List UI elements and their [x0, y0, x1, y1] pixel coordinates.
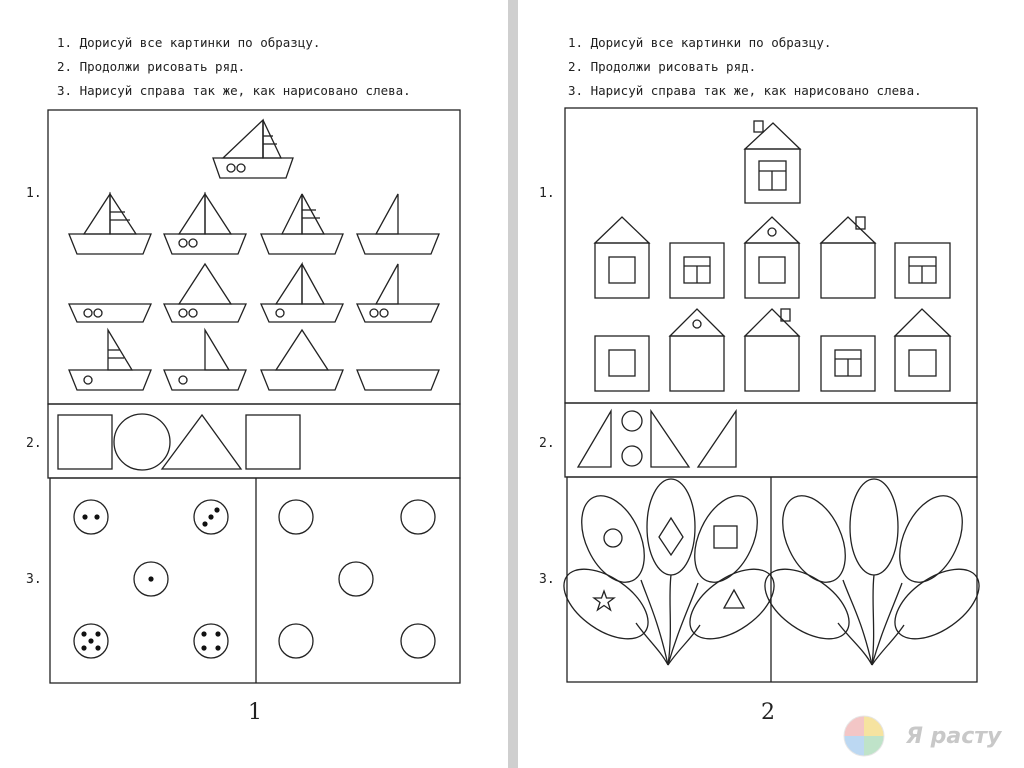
watermark-text: Я расту [906, 724, 1002, 749]
boat-1-2 [164, 194, 246, 254]
empty-circle-1 [279, 500, 313, 534]
section-label-3: 3. [26, 572, 42, 587]
boat-2-4 [357, 264, 439, 322]
series-small-circle-2 [622, 446, 642, 466]
worksheet-page-1 [0, 0, 508, 768]
instruction-3: 3. Нарисуй справа так же, как нарисовано слева. [57, 83, 411, 98]
house-1-5 [895, 243, 950, 298]
die-four [194, 624, 228, 658]
house-2-1 [595, 336, 649, 391]
exercise-3-frame [50, 478, 460, 683]
beach-ball-logo-icon [842, 714, 886, 758]
exercise-drawing-page-1 [0, 0, 508, 768]
section-label-1: 1. [26, 186, 42, 201]
series-small-circle-1 [622, 411, 642, 431]
house-2-5 [895, 309, 950, 391]
boat-1-4 [357, 194, 439, 254]
house-2-2 [670, 309, 724, 391]
boat-2-2 [164, 264, 246, 322]
boat-2-3 [261, 264, 343, 322]
instruction-1: 1. Дорисуй все картинки по образцу. [568, 35, 832, 50]
balloon-bunch-empty [753, 479, 991, 665]
section-label-1: 1. [539, 186, 555, 201]
house-2-4 [821, 336, 875, 391]
boat-1-3 [261, 194, 343, 254]
boat-3-1 [69, 330, 151, 390]
exercise-2-frame [565, 403, 977, 477]
instruction-1: 1. Дорисуй все картинки по образцу. [57, 35, 321, 50]
series-square-2 [246, 415, 300, 469]
instruction-3: 3. Нарисуй справа так же, как нарисовано слева. [568, 83, 922, 98]
house-1-3 [745, 217, 799, 298]
exercise-1-frame [48, 110, 460, 404]
house-2-3 [745, 309, 799, 391]
boat-2-1 [69, 304, 151, 322]
instruction-2: 2. Продолжи рисовать ряд. [568, 59, 757, 74]
boat-3-2 [164, 330, 246, 390]
die-two [74, 500, 108, 534]
empty-circle-2 [401, 500, 435, 534]
section-label-2: 2. [26, 436, 42, 451]
house-1-2 [670, 243, 724, 298]
exercise-1-frame [565, 108, 977, 403]
instruction-2: 2. Продолжи рисовать ряд. [57, 59, 246, 74]
boat-1-1 [69, 194, 151, 254]
empty-circle-3 [339, 562, 373, 596]
sample-boat [213, 120, 293, 178]
page-gutter [508, 0, 518, 768]
series-circle [114, 414, 170, 470]
house-1-1 [595, 217, 649, 298]
sample-house [745, 121, 800, 203]
empty-circle-5 [401, 624, 435, 658]
worksheet-page-2 [518, 0, 1024, 768]
boat-3-3 [261, 330, 343, 390]
boat-3-4 [357, 370, 439, 390]
series-triangle [162, 415, 241, 469]
page-number: 1 [248, 700, 262, 725]
section-label-2: 2. [539, 436, 555, 451]
series-right-triangle-1 [578, 411, 611, 467]
series-right-triangle-2 [651, 411, 689, 467]
empty-circle-4 [279, 624, 313, 658]
balloon-bunch-sample [552, 479, 786, 665]
series-square-1 [58, 415, 112, 469]
exercise-drawing-page-2 [518, 0, 1024, 768]
series-right-triangle-3 [698, 411, 736, 467]
house-1-4 [821, 217, 875, 298]
exercise-3-frame [567, 477, 977, 682]
section-label-3: 3. [539, 572, 555, 587]
page-number: 2 [761, 700, 775, 725]
